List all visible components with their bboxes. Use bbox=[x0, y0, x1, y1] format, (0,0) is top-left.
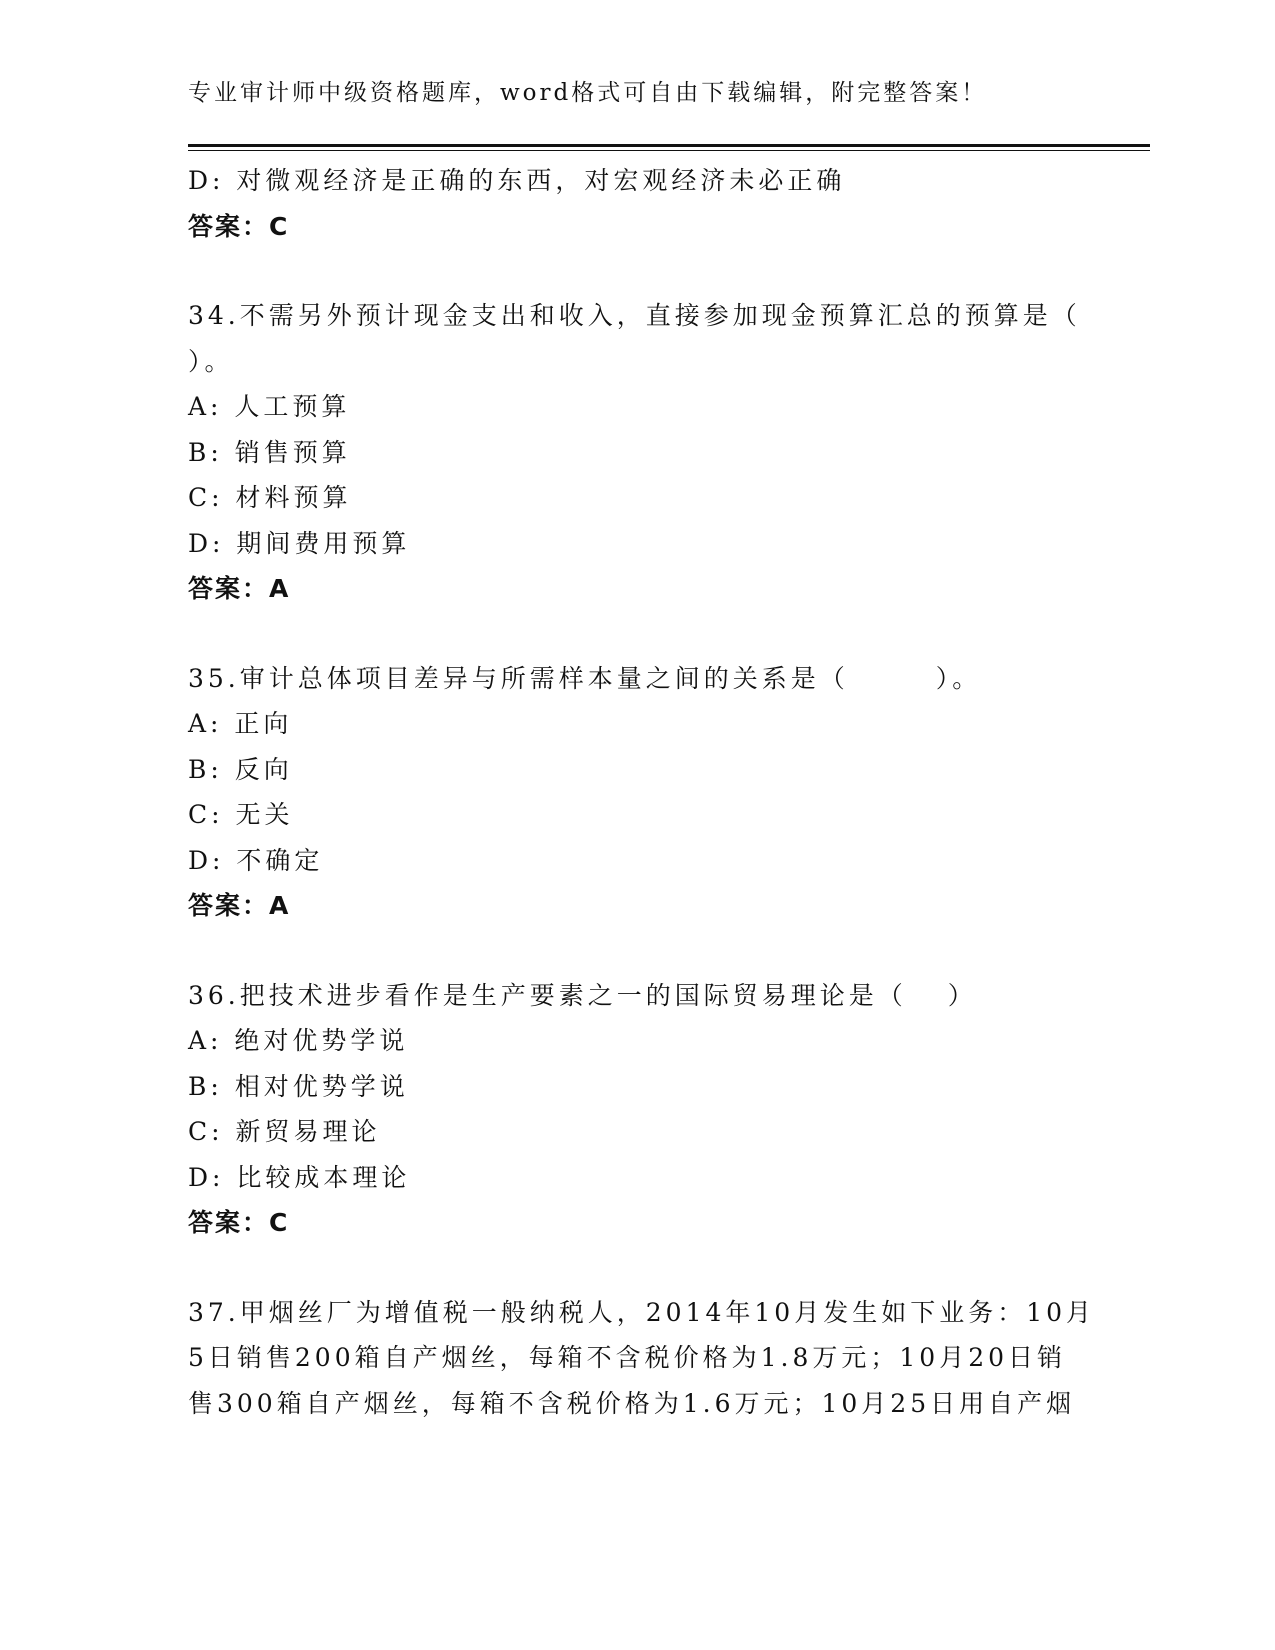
header-rule-thick bbox=[188, 144, 1150, 147]
header-rule-thin bbox=[188, 150, 1150, 151]
answer: 答案：A bbox=[188, 891, 291, 920]
option-c: C: 材料预算 bbox=[188, 483, 352, 512]
option-d: D: 期间费用预算 bbox=[188, 528, 411, 558]
question-34 bbox=[188, 293, 1088, 612]
prev-answer: 答案：C bbox=[188, 211, 290, 241]
answer: 答案：C bbox=[188, 1208, 290, 1237]
option-b: B: 反向 bbox=[188, 754, 293, 784]
answer: 答案：A bbox=[188, 574, 291, 603]
question-stem: 37.甲烟丝厂为增值税一般纳税人，2014年10月发生如下业务：10月 bbox=[188, 1297, 1096, 1327]
question-stem: 34.不需另外预计现金支出和收入，直接参加现金预算汇总的预算是（ bbox=[188, 301, 1081, 330]
question-stem: 5日销售200箱自产烟丝，每箱不含税价格为1.8万元；10月20日销 bbox=[188, 1343, 1067, 1372]
option-a: A: 绝对优势学说 bbox=[188, 1026, 409, 1055]
option-a: A: 正向 bbox=[188, 709, 293, 738]
question-stem: 35.审计总体项目差异与所需样本量之间的关系是（ ）。 bbox=[188, 663, 982, 693]
spacer bbox=[188, 612, 1088, 656]
spacer bbox=[188, 1246, 1088, 1290]
question-stem: 售300箱自产烟丝，每箱不含税价格为1.6万元；10月25日用自产烟 bbox=[188, 1388, 1076, 1418]
option-c: C: 无关 bbox=[188, 800, 294, 829]
prev-option-d: D: 对微观经济是正确的东西，对宏观经济未必正确 bbox=[188, 166, 846, 195]
question-stem: 36.把技术进步看作是生产要素之一的国际贸易理论是（ ） bbox=[188, 980, 977, 1010]
question-37 bbox=[188, 1290, 1096, 1427]
option-b: B: 相对优势学说 bbox=[188, 1071, 409, 1101]
option-d: D: 比较成本理论 bbox=[188, 1162, 411, 1192]
spacer bbox=[188, 929, 1088, 973]
question-35 bbox=[188, 656, 1088, 929]
document-body bbox=[188, 158, 1096, 1426]
question-stem: ）。 bbox=[188, 346, 234, 376]
option-d: D: 不确定 bbox=[188, 845, 324, 875]
option-b: B: 销售预算 bbox=[188, 437, 351, 467]
spacer bbox=[188, 249, 1088, 293]
option-a: A: 人工预算 bbox=[188, 392, 351, 421]
page-header: 专业审计师中级资格题库，word格式可自由下载编辑，附完整答案！ bbox=[188, 80, 988, 106]
question-36 bbox=[188, 973, 1088, 1246]
option-c: C: 新贸易理论 bbox=[188, 1117, 381, 1146]
